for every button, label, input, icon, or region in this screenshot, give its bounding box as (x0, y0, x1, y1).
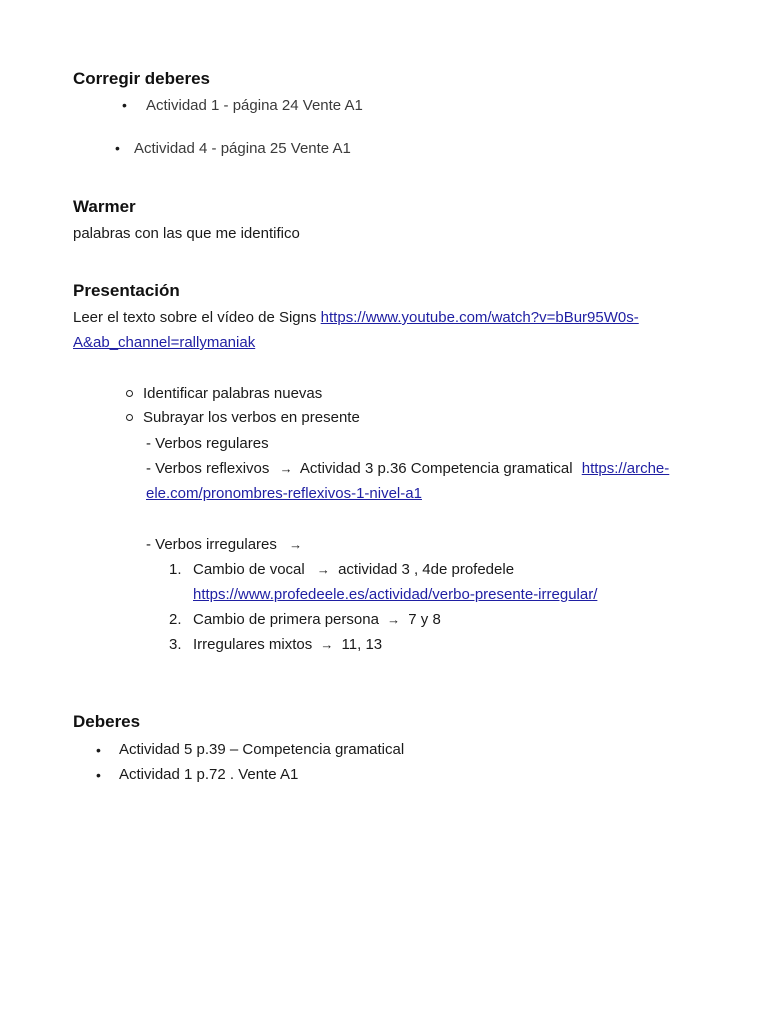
numbered-item-label: Irregulares mixtos (193, 636, 313, 653)
verbos-reflexivos-activity: Actividad 3 p.36 Competencia gramatical (299, 460, 573, 477)
numbered-item (193, 636, 382, 654)
youtube-link-continuation[interactable]: A&ab_channel=rallymaniak (73, 334, 256, 351)
list-item: Actividad 4 - página 25 Vente A1 (134, 140, 351, 157)
verbos-irregulares-label: - Verbos irregulares (146, 536, 277, 553)
heading-deberes: Deberes (73, 712, 141, 731)
arche-link[interactable]: https://arche- (581, 460, 670, 477)
bullet-icon: • (115, 140, 120, 156)
verbos-reflexivos-label: - Verbos reflexivos (146, 460, 270, 477)
arche-link-continuation[interactable]: ele.com/pronombres-reflexivos-1-nivel-a1 (146, 485, 422, 502)
verbos-irregulares-line (146, 536, 302, 554)
numbered-item-detail: 7 y 8 (408, 611, 441, 628)
numbered-item-detail: actividad 3 , 4de profedele (338, 561, 515, 578)
arrow-right-icon: → (387, 612, 401, 627)
youtube-link[interactable]: https://www.youtube.com/watch?v=bBur95W0s- (320, 309, 639, 326)
warmer-text: palabras con las que me identifico (73, 225, 300, 242)
list-item: Actividad 5 p.39 – Competencia gramatical (119, 741, 405, 758)
numbered-item (193, 561, 514, 579)
numbered-item-label: Cambio de primera persona (193, 611, 379, 628)
arrow-right-icon: → (316, 562, 330, 577)
intro-text: Leer el texto sobre el vídeo de Signs (73, 309, 317, 326)
arrow-right-icon: → (289, 537, 303, 552)
numbered-item-detail: 11, 13 (341, 636, 383, 653)
verbos-reflexivos-line (146, 460, 669, 478)
bullet-icon: • (122, 97, 127, 113)
list-number: 2. (169, 611, 182, 628)
list-number: 3. (169, 636, 182, 653)
verbos-regulares: - Verbos regulares (146, 435, 269, 452)
numbered-item-label: Cambio de vocal (193, 561, 305, 578)
heading-presentacion: Presentación (73, 281, 180, 300)
profedeele-link[interactable]: https://www.profedeele.es/actividad/verbo-presente-irregular/ (193, 586, 598, 603)
bullet-icon: • (96, 742, 101, 758)
hollow-bullet-icon (126, 414, 133, 421)
bullet-icon: • (96, 767, 101, 783)
arrow-right-icon: → (279, 461, 293, 476)
heading-corregir-deberes: Corregir deberes (73, 69, 210, 88)
hollow-bullet-icon (126, 390, 133, 397)
heading-warmer: Warmer (73, 197, 136, 216)
list-item: Actividad 1 - página 24 Vente A1 (146, 97, 363, 114)
numbered-item (193, 611, 441, 629)
sub-list-item: Identificar palabras nuevas (143, 385, 323, 402)
sub-list-item: Subrayar los verbos en presente (143, 409, 360, 426)
arrow-right-icon: → (320, 637, 334, 652)
list-number: 1. (169, 561, 182, 578)
presentacion-intro (73, 309, 639, 327)
list-item: Actividad 1 p.72 . Vente A1 (119, 766, 299, 783)
